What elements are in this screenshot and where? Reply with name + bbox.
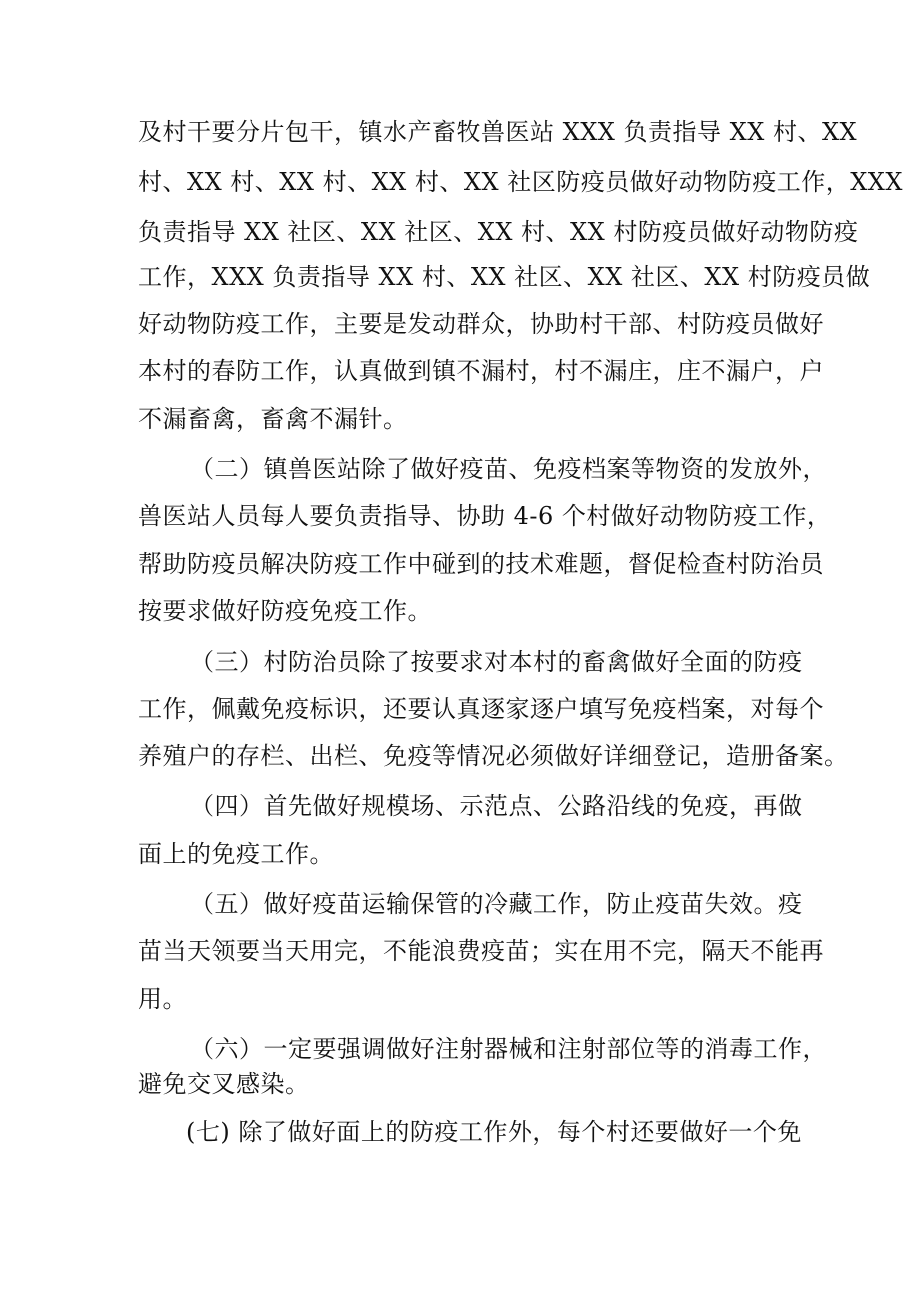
text-line: 不漏畜禽，畜禽不漏针。 <box>138 405 408 433</box>
paragraph-5-first-line: （五）做好疫苗运输保管的冷藏工作，防止疫苗失效。疫 <box>190 890 803 918</box>
text-line: 避免交叉感染。 <box>138 1070 310 1098</box>
paragraph-7-first-line: (七) 除了做好面上的防疫工作外，每个村还要做好一个免 <box>186 1118 802 1146</box>
paragraph-4-first-line: （四）首先做好规模场、示范点、公路沿线的免疫，再做 <box>190 792 803 820</box>
text-line: 养殖户的存栏、出栏、免疫等情况必须做好详细登记，造册备案。 <box>138 742 849 770</box>
text-line: 兽医站人员每人要负责指导、协助 4-6 个村做好动物防疫工作， <box>138 502 832 530</box>
paragraph-3-first-line: （三）村防治员除了按要求对本村的畜禽做好全面的防疫 <box>190 648 803 676</box>
paragraph-6-first-line: （六）一定要强调做好注射器械和注射部位等的消毒工作， <box>190 1035 827 1063</box>
text-line: 本村的春防工作，认真做到镇不漏村，村不漏庄，庄不漏户，户 <box>138 357 824 385</box>
text-line: 帮助防疫员解决防疫工作中碰到的技术难题，督促检查村防治员 <box>138 550 824 578</box>
text-line: 及村干要分片包干，镇水产畜牧兽医站 XXX 负责指导 XX 村、XX <box>138 118 858 146</box>
text-line: 工作，佩戴免疫标识，还要认真逐家逐户填写免疫档案，对每个 <box>138 695 824 723</box>
text-line: 苗当天领要当天用完，不能浪费疫苗；实在用不完，隔天不能再 <box>138 937 824 965</box>
paragraph-2-first-line: （二）镇兽医站除了做好疫苗、免疫档案等物资的发放外， <box>190 455 827 483</box>
text-line: 面上的免疫工作。 <box>138 840 334 868</box>
text-line: 好动物防疫工作，主要是发动群众，协助村干部、村防疫员做好 <box>138 310 824 338</box>
text-line: 用。 <box>138 985 187 1013</box>
text-line: 负责指导 XX 社区、XX 社区、XX 村、XX 村防疫员做好动物防疫 <box>138 218 859 246</box>
text-line: 按要求做好防疫免疫工作。 <box>138 597 432 625</box>
text-line: 工作，XXX 负责指导 XX 村、XX 社区、XX 社区、XX 村防疫员做 <box>138 263 871 291</box>
text-line: 村、XX 村、XX 村、XX 村、XX 社区防疫员做好动物防疫工作，XXX <box>138 168 903 196</box>
